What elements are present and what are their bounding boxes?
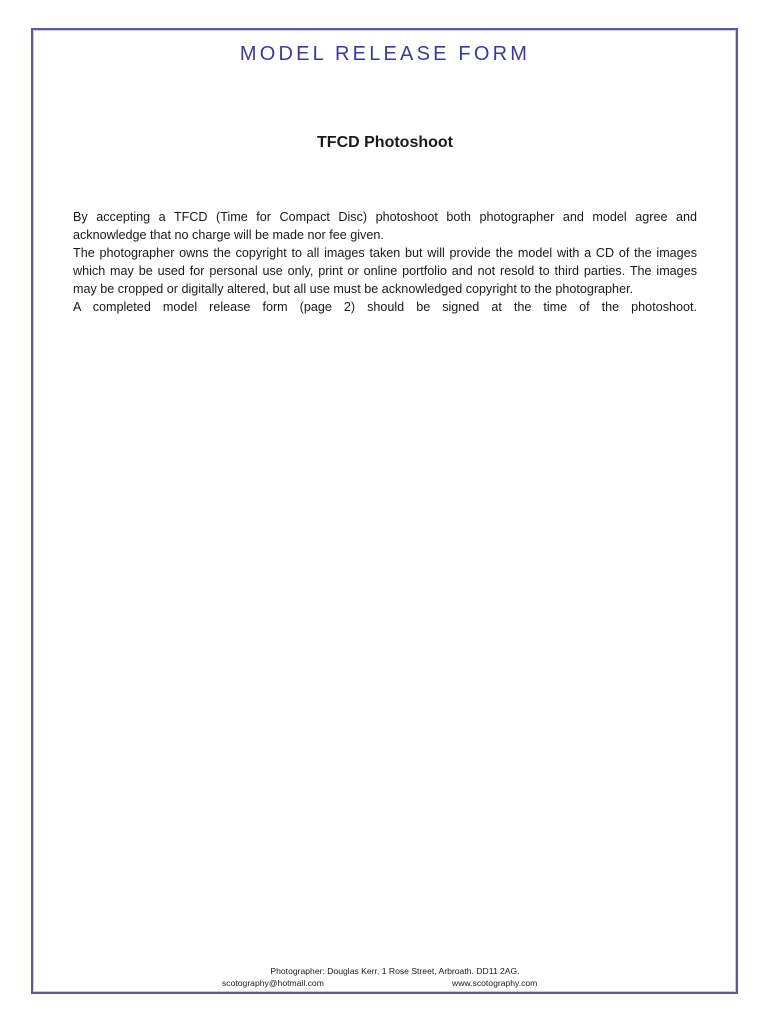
footer bbox=[0, 966, 770, 992]
paragraph-copyright: The photographer owns the copyright to all images taken but will provide the model with a CD of the images which may be used for personal use only, print or online portfolio and not resold to third parties. The images may be cropped or digitally altered, but all use must be acknowledged copyright to the photographer. bbox=[73, 246, 697, 296]
form-title: MODEL RELEASE FORM bbox=[239, 43, 531, 65]
page-border bbox=[31, 28, 738, 994]
footer-website: www.scotography.com bbox=[452, 978, 538, 988]
document-subtitle: TFCD Photoshoot bbox=[317, 134, 453, 151]
body-text bbox=[73, 208, 697, 316]
footer-address: Photographer: Douglas Kerr, 1 Rose Street, Arbroath. DD11 2AG. bbox=[270, 966, 520, 976]
paragraph-signing: A completed model release form (page 2) should be signed at the time of the photoshoot. bbox=[73, 300, 697, 314]
footer-contact-line bbox=[0, 978, 770, 992]
paragraph-agreement: By accepting a TFCD (Time for Compact Disc) photoshoot both photographer and model agree and acknowledge that no charge will be made nor fee given. bbox=[73, 210, 697, 242]
footer-email: scotography@hotmail.com bbox=[222, 978, 324, 988]
